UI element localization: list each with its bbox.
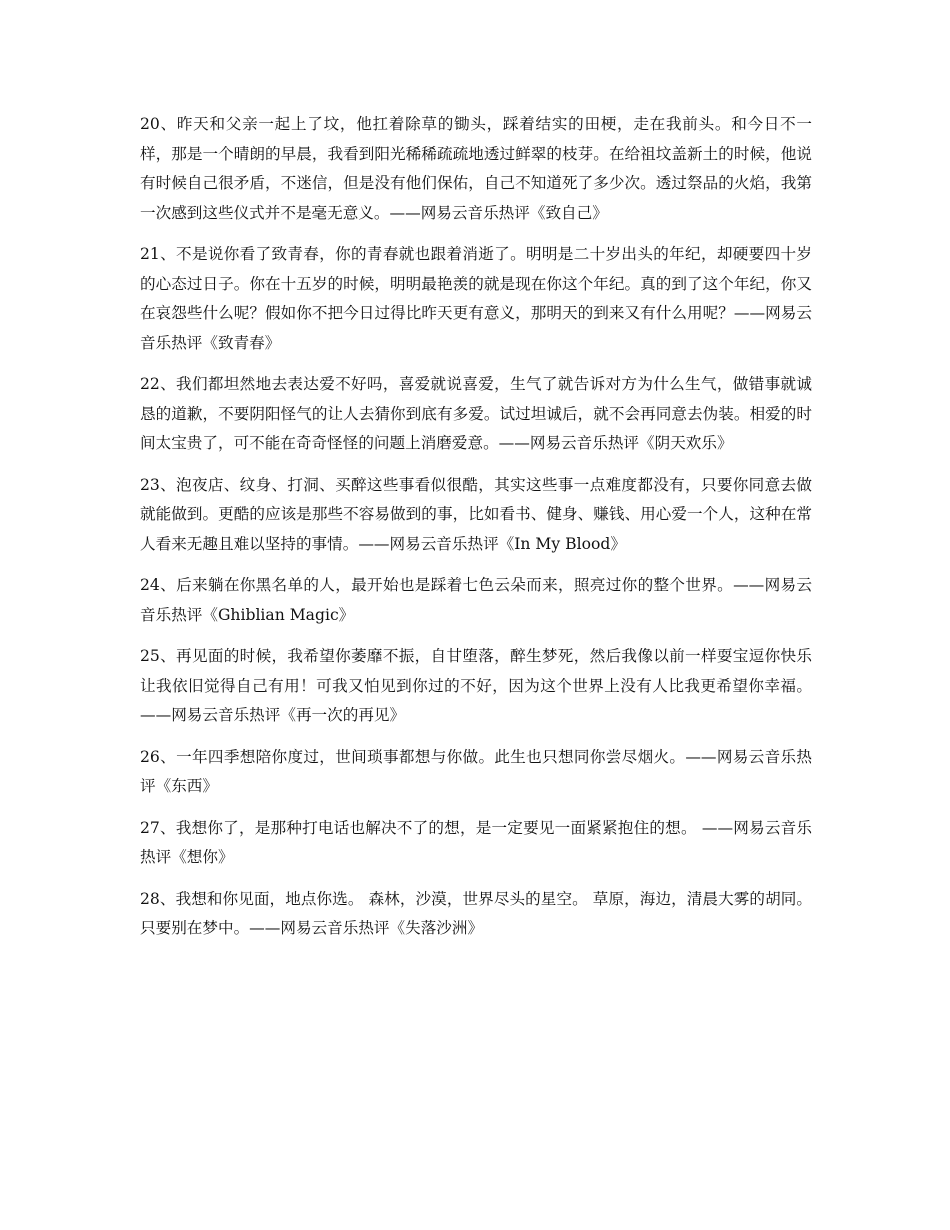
document-body xyxy=(140,110,812,956)
paragraph-22: 22、我们都坦然地去表达爱不好吗，喜爱就说喜爱，生气了就告诉对方为什么生气，做错事就诚恳的道歉，不要阴阳怪气的让人去猜你到底有多爱。试过坦诚后，就不会再同意去伪装。相爱的时间太宝贵了，可不能在奇奇怪怪的问题上消磨爱意。——网易云音乐热评《阴天欢乐》 xyxy=(140,375,812,452)
paragraph-20: 20、昨天和父亲一起上了坟，他扛着除草的锄头，踩着结实的田梗，走在我前头。和今日不一样，那是一个晴朗的早晨，我看到阳光稀稀疏疏地透过鲜翠的枝芽。在给祖坟盖新土的时候，他说有时候自己很矛盾，不迷信，但是没有他们保佑，自己不知道死了多少次。透过祭品的火焰，我第一次感到这些仪式并不是毫无意义。——网易云音乐热评《致自己》 xyxy=(140,115,812,222)
paragraph-25: 25、再见面的时候，我希望你萎靡不振，自甘堕落，醉生梦死，然后我像以前一样耍宝逗你快乐 让我依旧觉得自己有用！可我又怕见到你过的不好，因为这个世界上没有人比我更希望你幸福。——网易云音乐热评《再一次的再见》 xyxy=(140,647,812,724)
paragraph-23: 23、泡夜店、纹身、打洞、买醉这些事看似很酷，其实这些事一点难度都没有，只要你同意去做就能做到。更酷的应该是那些不容易做到的事，比如看书、健身、赚钱、用心爱一个人，这种在常人看来无趣且难以坚持的事情。——网易云音乐热评《In My Blood》 xyxy=(140,475,812,553)
paragraph-24: 24、后来躺在你黑名单的人，最开始也是踩着七色云朵而来，照亮过你的整个世界。——网易云音乐热评《Ghiblian Magic》 xyxy=(140,576,812,624)
paragraph-28: 28、我想和你见面，地点你选。 森林，沙漠，世界尽头的星空。 草原，海边，清晨大雾的胡同。 只要别在梦中。——网易云音乐热评《失落沙洲》 xyxy=(140,889,812,937)
paragraph-27: 27、我想你了，是那种打电话也解决不了的想，是一定要见一面紧紧抱住的想。 ——网易云音乐热评《想你》 xyxy=(140,818,812,866)
paragraph-26: 26、一年四季想陪你度过，世间琐事都想与你做。此生也只想同你尝尽烟火。——网易云音乐热评《东西》 xyxy=(140,747,812,795)
paragraph-21: 21、不是说你看了致青春，你的青春就也跟着消逝了。明明是二十岁出头的年纪，却硬要四十岁的心态过日子。你在十五岁的时候，明明最艳羡的就是现在你这个年纪。真的到了这个年纪，你又在哀怨些什么呢？假如你不把今日过得比昨天更有意义，那明天的到来又有什么用呢？——网易云音乐热评《致青春》 xyxy=(140,245,812,352)
